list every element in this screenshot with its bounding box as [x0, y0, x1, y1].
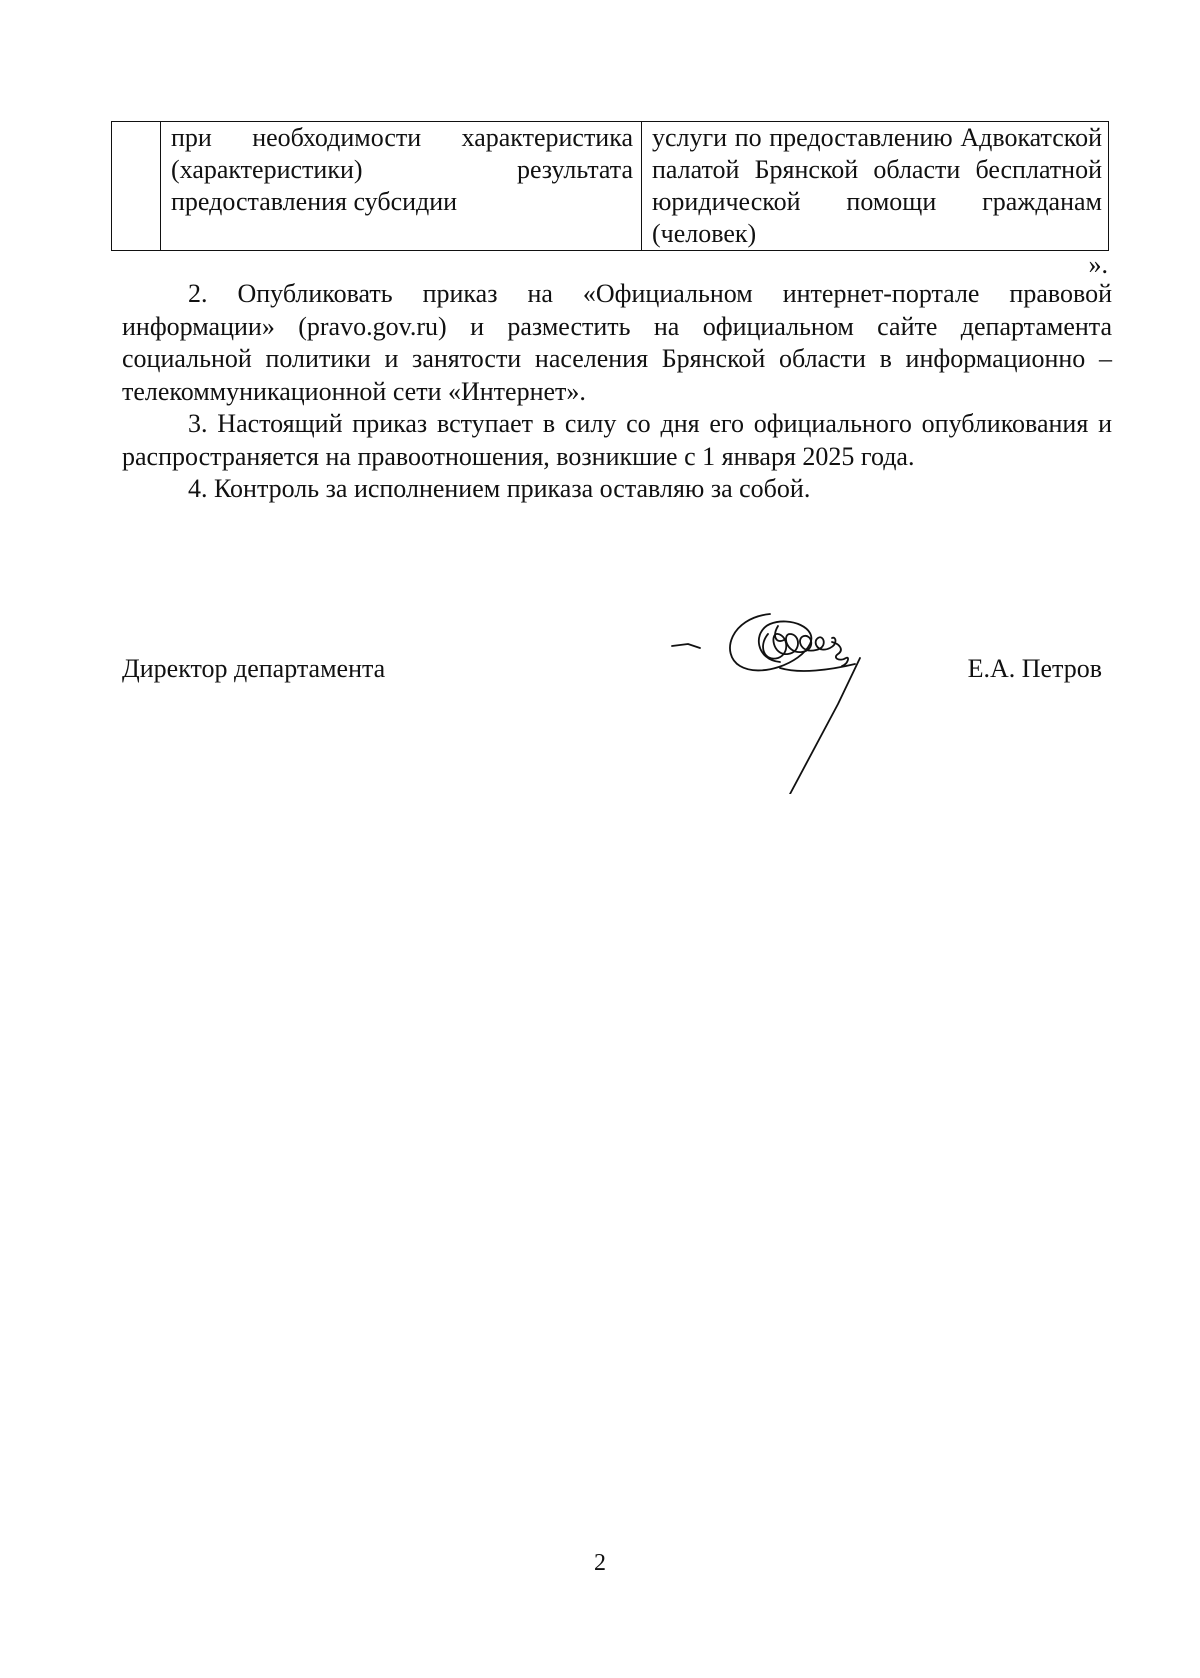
- signatory-name: Е.А. Петров: [967, 654, 1102, 683]
- closing-quote: ».: [1088, 250, 1108, 279]
- table-row: [112, 122, 1109, 251]
- paragraph-effective-date: 3. Настоящий приказ вступает в силу со дня его официального опубликования и распространяется на правоотношения, возникшие с 1 января 2025 года.: [122, 409, 1112, 471]
- table-cell-service: услуги по предоставлению Адвокатской палатой Брянской области бесплатной юридической помощи гражданам (человек): [642, 122, 1109, 251]
- signatory-title: Директор департамента: [122, 654, 386, 683]
- page-number: 2: [594, 1550, 606, 1576]
- signature-block: [122, 654, 1102, 694]
- paragraph-control: 4. Контроль за исполнением приказа оставляю за собой.: [188, 474, 811, 503]
- handwritten-signature-icon: [660, 604, 930, 794]
- table-cell-number: [112, 122, 161, 251]
- indicator-table: [111, 121, 1109, 251]
- paragraph-publish: 2. Опубликовать приказ на «Официальном интернет-портале правовой информации» (pravo.gov.ru) и разместить на официальном сайте департамента социальной политики и занятости населения Брянской области в информационно – телекоммуникационной сети «Интернет».: [122, 279, 1112, 406]
- table-cell-characteristic: при необходимости характеристика (характеристики) результата предоставления субсидии: [161, 122, 642, 251]
- order-body: [122, 278, 1112, 506]
